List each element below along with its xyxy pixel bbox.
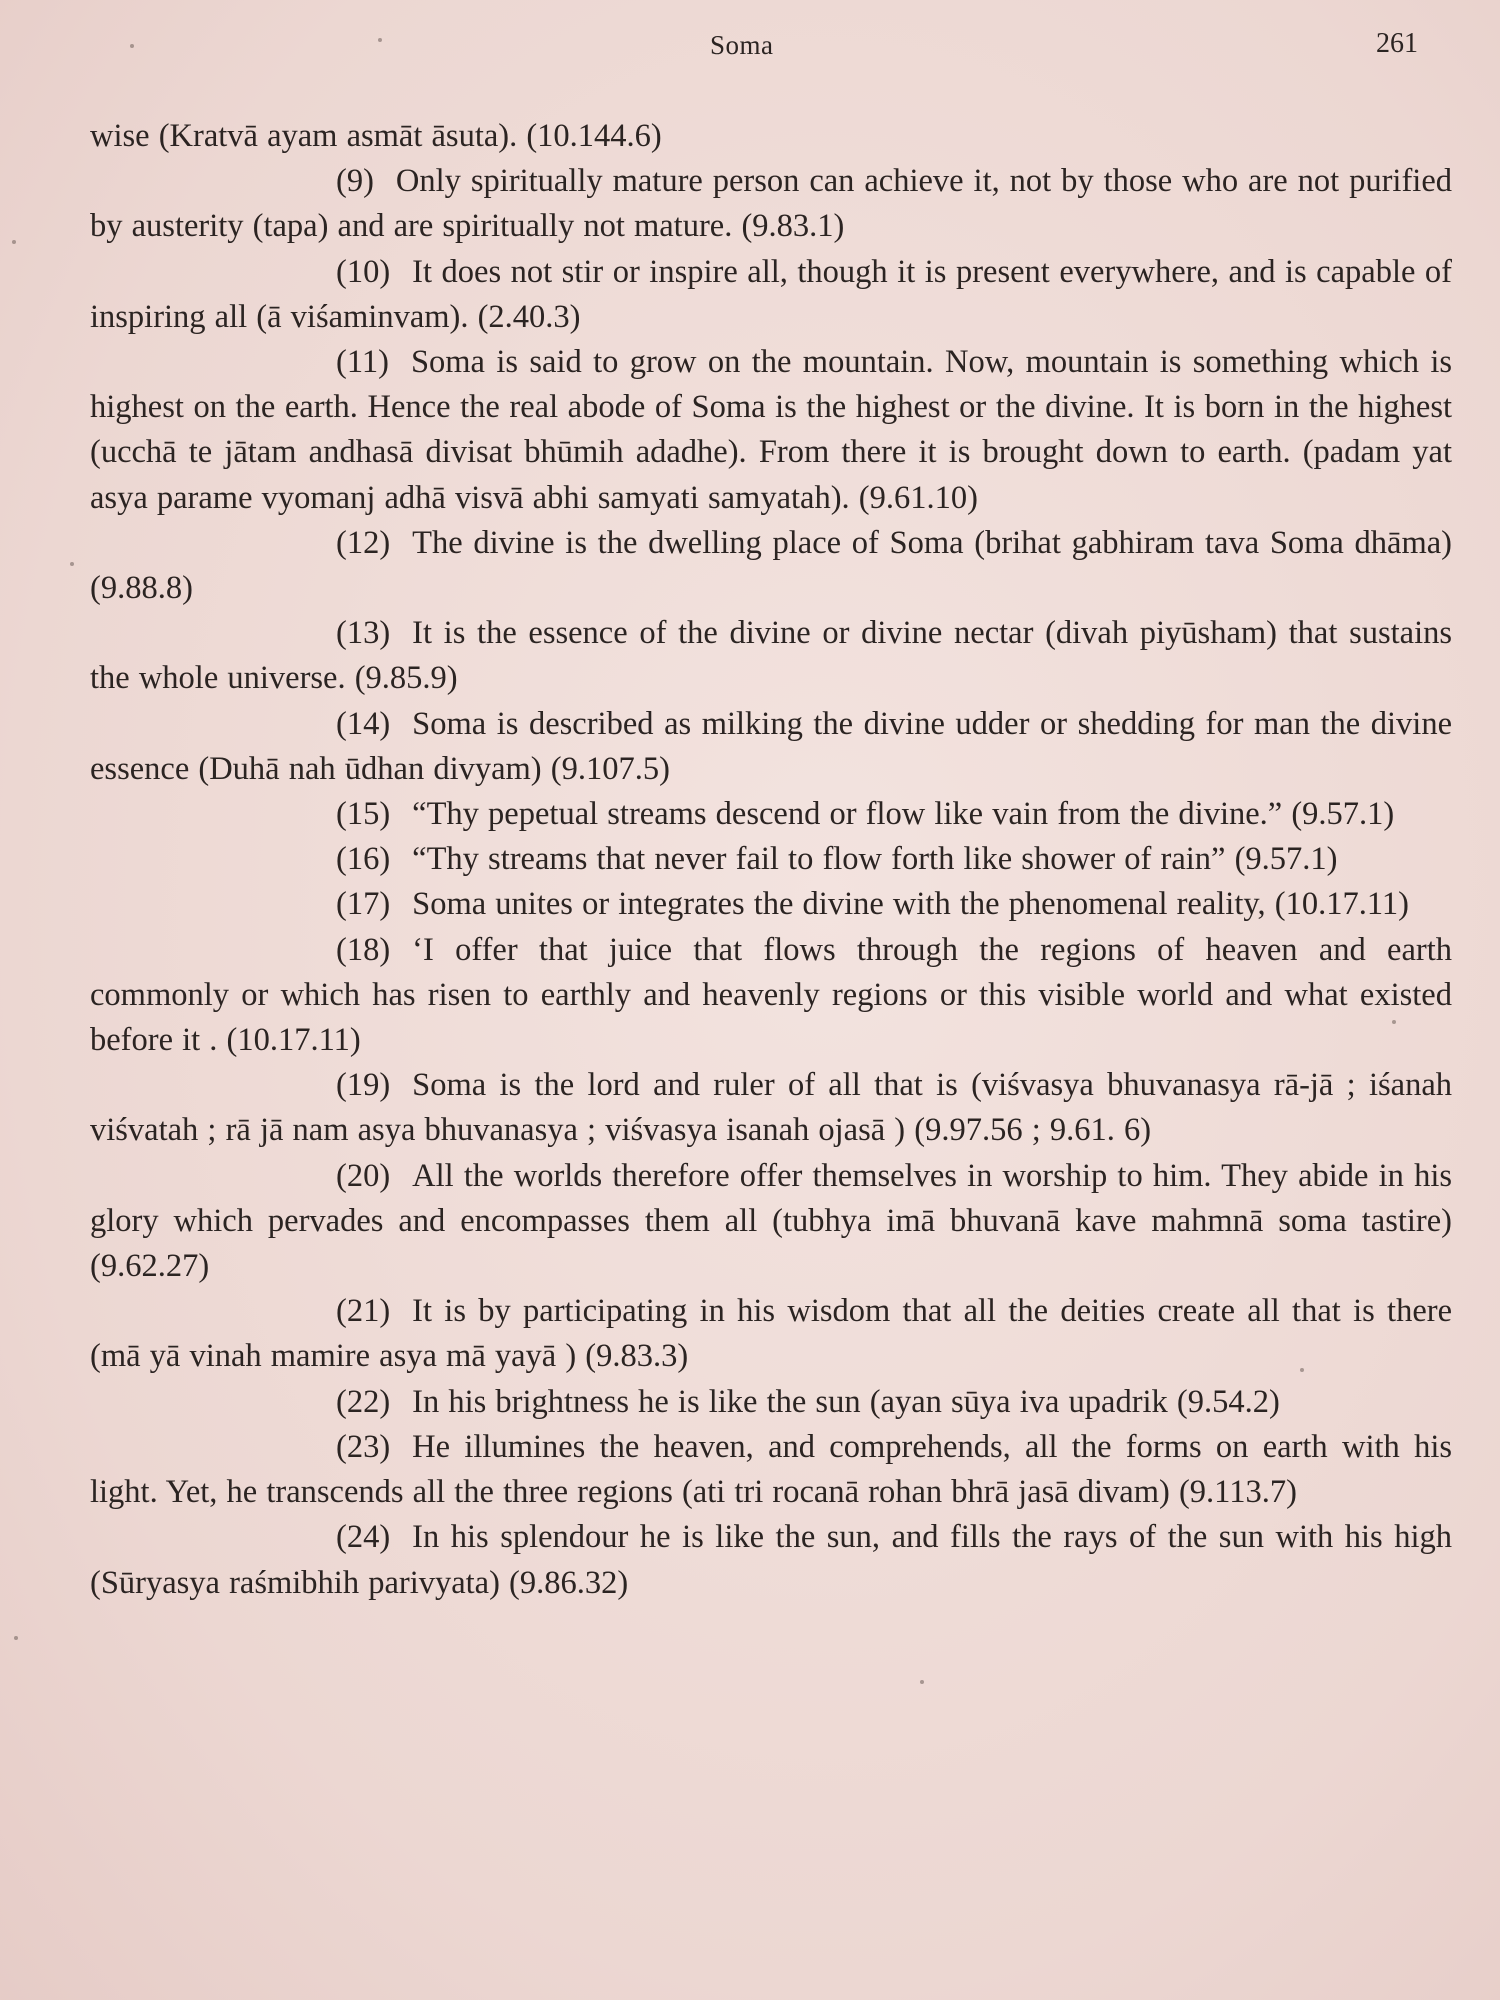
numbered-item <box>90 1289 1452 1379</box>
item-text: It does not stir or inspire all, though it is present everywhere, and is capable of inspiring all (ā viśaminvam). (2.40.3) <box>90 253 1452 335</box>
numbered-item <box>90 1063 1452 1153</box>
item-number: (24) <box>336 1519 391 1556</box>
item-number: (16) <box>336 841 391 878</box>
numbered-item <box>90 250 1452 340</box>
paper-speck <box>70 562 74 566</box>
paper-speck <box>12 240 16 244</box>
item-text: Only spiritually mature person can achieve it, not by those who are not purified by austerity (tapa) and are spiritually not mature. (9.83.1) <box>90 163 1452 245</box>
item-number: (15) <box>336 796 391 833</box>
numbered-item <box>90 928 1452 1064</box>
numbered-item <box>90 1154 1452 1290</box>
paper-speck <box>1392 1020 1396 1024</box>
item-text: “Thy pepetual streams descend or flow like vain from the divine.” (9.57.1) <box>412 796 1395 833</box>
item-text: Soma is said to grow on the mountain. Now, mountain is something which is highest on the earth. Hence the real abode of Soma is the highest or the divine. It is born in the highest (ucchā te jātam andhasā divisat bhūmih adadhe). From there it is brought down to earth. (padam yat asya parame vyomanj adhā visvā abhi samyati samyatah). (9.61.10) <box>90 344 1452 516</box>
item-text: Soma is the lord and ruler of all that is (viśvasya bhuvanasya rā-jā ; iśanah viśvatah ; rā jā nam asya bhuvanasya ; viśvasya isanah ojasā ) (9.97.56 ; 9.61. 6) <box>90 1067 1452 1149</box>
numbered-item <box>90 1380 1452 1425</box>
body-text <box>90 114 1452 1606</box>
numbered-item <box>90 882 1452 927</box>
item-number: (22) <box>336 1383 391 1420</box>
numbered-item <box>90 1425 1452 1515</box>
numbered-item <box>90 159 1452 249</box>
item-number: (10) <box>336 253 391 290</box>
item-text: In his splendour he is like the sun, and fills the rays of the sun with his high (Sūryasya raśmibhih parivyata) (9.86.32) <box>90 1519 1452 1601</box>
numbered-item <box>90 1515 1452 1605</box>
item-number: (14) <box>336 705 391 742</box>
chapter-title: Soma <box>710 30 774 60</box>
item-text: ‘I offer that juice that flows through the regions of heaven and earth commonly or which has risen to earthly and heavenly regions or this visible world and what existed before it . (10.17.11) <box>90 931 1452 1059</box>
item-number: (9) <box>336 163 374 200</box>
paper-speck <box>920 1680 924 1684</box>
item-number: (23) <box>336 1428 391 1465</box>
item-text: All the worlds therefore offer themselves in worship to him. They abide in his glory which pervades and encompasses them all (tubhya imā bhuvanā kave mahmnā soma tastire) (9.62.27) <box>90 1157 1452 1285</box>
item-number: (20) <box>336 1157 391 1194</box>
numbered-item <box>90 521 1452 611</box>
item-number: (19) <box>336 1067 391 1104</box>
paper-speck <box>130 44 134 48</box>
page-number: 261 <box>1376 28 1418 59</box>
item-number: (11) <box>336 344 389 381</box>
item-number: (13) <box>336 615 391 652</box>
numbered-item <box>90 837 1452 882</box>
paragraph-continuation <box>90 114 1452 159</box>
paper-speck <box>378 38 382 42</box>
item-text: It is by participating in his wisdom that all the deities create all that is there (mā yā vinah mamire asya mā yayā ) (9.83.3) <box>90 1293 1452 1375</box>
item-text: Soma unites or integrates the divine with the phenomenal reality, (10.17.11) <box>412 886 1409 923</box>
numbered-item <box>90 340 1452 521</box>
numbered-item <box>90 611 1452 701</box>
item-number: (12) <box>336 524 391 561</box>
numbered-item <box>90 792 1452 837</box>
paper-speck <box>1300 1368 1304 1372</box>
paper-speck <box>14 1636 18 1640</box>
paragraph-text: wise (Kratvā ayam asmāt āsuta). (10.144.6) <box>90 118 662 154</box>
item-text: In his brightness he is like the sun (ayan sūya iva upadrik (9.54.2) <box>412 1383 1280 1420</box>
item-number: (21) <box>336 1293 391 1330</box>
item-text: The divine is the dwelling place of Soma (brihat gabhiram tava Soma dhāma) (9.88.8) <box>90 524 1452 607</box>
item-number: (17) <box>336 886 391 923</box>
item-text: “Thy streams that never fail to flow forth like shower of rain” (9.57.1) <box>412 841 1338 878</box>
item-number: (18) <box>336 931 391 968</box>
running-header <box>0 30 1500 70</box>
numbered-item <box>90 702 1452 792</box>
item-text: He illumines the heaven, and comprehends, all the forms on earth with his light. Yet, he transcends all the three regions (ati tri rocanā rohan bhrā jasā divam) (9.113.7) <box>90 1428 1452 1511</box>
item-text: Soma is described as milking the divine udder or shedding for man the divine essence (Duhā nah ūdhan divyam) (9.107.5) <box>90 705 1452 787</box>
item-text: It is the essence of the divine or divine nectar (divah piyūsham) that sustains the whole universe. (9.85.9) <box>90 615 1452 697</box>
